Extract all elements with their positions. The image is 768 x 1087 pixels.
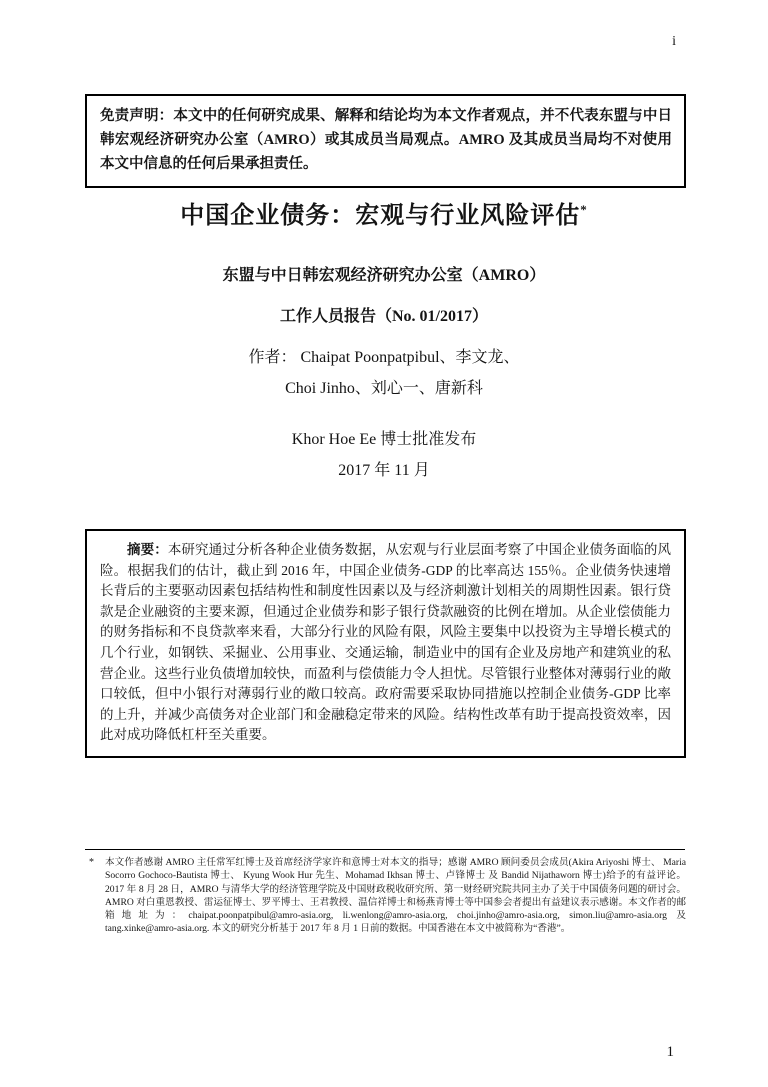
disclaimer-box [85, 94, 686, 188]
abstract-box [85, 529, 686, 758]
disclaimer-text: 免责声明：本文中的任何研究成果、解释和结论均为本文作者观点，并不代表东盟与中日韩宏观经济研究办公室（AMRO）或其成员当局观点。AMRO 及其成员当局均不对使用本文中信息的任何后果承担责任。 [100, 108, 672, 172]
page-number-bottom: 1 [666, 1044, 674, 1060]
authors-line-2: Choi Jinho、刘心一、唐新科 [285, 380, 483, 397]
paper-title-text: 中国企业债务：宏观与行业风险评估 [180, 203, 581, 229]
footnote-marker: * [89, 857, 94, 868]
title-footnote-marker: * [580, 202, 588, 217]
organization-line: 东盟与中日韩宏观经济研究办公室（AMRO） [222, 267, 546, 284]
report-series-line: 工作人员报告（No. 01/2017） [279, 308, 488, 325]
footnote-text: 本文作者感谢 AMRO 主任常军红博士及首席经济学家许和意博士对本文的指导；感谢 AMRO 顾问委员会成员(Akira Ariyoshi 博士、 Maria Socorro Gochoco-Bautista 博士、 Kyung Wook Hur 先生、Mohamad Ikhsan 博士、卢锋博士 及 Bandid Nijathaworn 博士)给予的有益评论。2017 年 8 月 28 日，AMRO 与清华大学的经济管理学院及中国财政税收研究所、第一财经研究院共同主办了关于中国债务问题的研讨会。 AMRO 对白重恩教授、雷运征博士、罗平博士、王君教授、温信祥博士和杨燕青博士等中国参会者提出有益建议表示感谢。本文作者的邮箱地址为：chaipat.poonpatpibul@amro-asia.org, li.wenlong@amro-asia.org, choi.jinho@amro-asia.org, simon.liu@amro-asia.org 及 tang.xinke@amro-asia.org. 本文的研究分析基于 2017 年 8 月 1 日前的数据。中国香港在本文中被简称为“香港”。 [105, 857, 686, 935]
abstract-text: 本研究通过分析各种企业债务数据，从宏观与行业层面考察了中国企业债务面临的风险。根据我们的估计，截止到 2016 年，中国企业债务-GDP 的比率高达 155％。企业债务快速增长背后的主要驱动因素包括结构性和制度性因素以及与经济刺激计划相关的周期性因素。银行贷款是企业融资的主要来源，但通过企业债券和影子银行贷款融资的比例在增加。从企业偿债能力的财务指标和不良贷款率来看，大部分行业的风险有限，风险主要集中以投资为主导增长模式的几个行业，如钢铁、采掘业、公用事业、交通运输，制造业中的国有企业及房地产和建筑业的私营企业。这些行业负债增加较快，而盈利与偿债能力令人担忧。尽管银行业整体对薄弱行业的敞口较低，但中小银行对薄弱行业的敞口较高。政府需要采取协同措施以控制企业债务-GDP 比率的上升，并减少高债务对企业部门和金融稳定带来的风险。结构性改革有助于提高投资效率，因此对成功降低杠杆至关重要。 [100, 542, 672, 743]
page-number-top: i [672, 34, 676, 49]
abstract-label: 摘要： [127, 542, 168, 557]
footnote-separator [85, 849, 685, 850]
abstract-paragraph [100, 540, 671, 746]
publication-date: 2017 年 11 月 [338, 462, 430, 479]
authors-line-1: 作者： Chaipat Poonpatpibul、李文龙、 [248, 349, 520, 366]
approval-line: Khor Hoe Ee 博士批准发布 [291, 431, 477, 448]
paper-title [0, 195, 768, 230]
footnote [85, 856, 686, 936]
